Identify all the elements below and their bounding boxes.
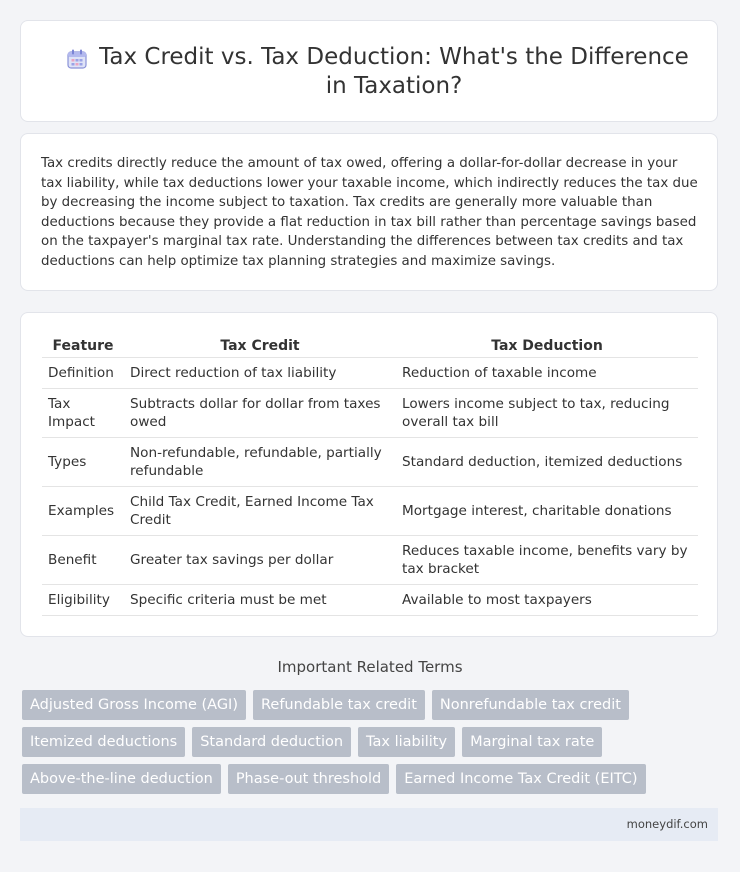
tag-row	[22, 764, 722, 794]
table-row	[42, 585, 698, 616]
tax-deduction-cell: Reduces taxable income, benefits vary by tax bracket	[396, 536, 698, 585]
footer-site-link[interactable]: moneydif.com	[626, 817, 708, 831]
table-row	[42, 536, 698, 585]
tag-agi[interactable]: Adjusted Gross Income (AGI)	[22, 690, 246, 720]
tax-deduction-cell: Standard deduction, itemized deductions	[396, 438, 698, 487]
tag-tax-liability[interactable]: Tax liability	[358, 727, 455, 757]
feature-cell: Definition	[42, 358, 124, 389]
table-row	[42, 358, 698, 389]
title-card	[20, 20, 718, 122]
tag-standard-deduction[interactable]: Standard deduction	[192, 727, 351, 757]
intro-paragraph: Tax credits directly reduce the amount of tax owed, offering a dollar-for-dollar decrease in your tax liability, while tax deductions lower your taxable income, which indirectly reduces the tax due by decreasing the income subject to taxation. Tax credits are generally more valuable than deductions because they provide a flat reduction in tax bill rather than percentage savings based on the taxpayer's marginal tax rate. Understanding the differences between tax credits and tax deductions can help optimize tax planning strategies and maximize savings.	[41, 156, 698, 269]
footer	[20, 808, 718, 841]
tax-credit-cell: Subtracts dollar for dollar from taxes owed	[124, 389, 396, 438]
table-row	[42, 389, 698, 438]
tag-row	[22, 690, 722, 720]
feature-cell: Benefit	[42, 536, 124, 585]
feature-cell: Types	[42, 438, 124, 487]
tax-credit-cell: Child Tax Credit, Earned Income Tax Credit	[124, 487, 396, 536]
feature-cell: Tax Impact	[42, 389, 124, 438]
tag-above-the-line-deduction[interactable]: Above-the-line deduction	[22, 764, 221, 794]
comparison-table	[42, 333, 698, 616]
tax-credit-cell: Specific criteria must be met	[124, 585, 396, 616]
table-row	[42, 487, 698, 536]
header-tax-credit: Tax Credit	[124, 333, 396, 358]
tag-itemized-deductions[interactable]: Itemized deductions	[22, 727, 185, 757]
tax-deduction-cell: Mortgage interest, charitable donations	[396, 487, 698, 536]
page-title: Tax Credit vs. Tax Deduction: What's the Difference in Taxation?	[99, 44, 689, 99]
header-feature: Feature	[42, 333, 124, 358]
table-header-row	[42, 333, 698, 358]
tag-marginal-tax-rate[interactable]: Marginal tax rate	[462, 727, 602, 757]
comparison-table-card	[20, 312, 718, 637]
tag-row	[22, 727, 722, 757]
tax-deduction-cell: Available to most taxpayers	[396, 585, 698, 616]
tag-phase-out-threshold[interactable]: Phase-out threshold	[228, 764, 389, 794]
related-terms-title: Important Related Terms	[277, 658, 463, 676]
related-terms-list	[22, 690, 722, 801]
tag-refundable-tax-credit[interactable]: Refundable tax credit	[253, 690, 425, 720]
tax-deduction-cell: Reduction of taxable income	[396, 358, 698, 389]
intro-card	[20, 133, 718, 291]
tax-credit-cell: Greater tax savings per dollar	[124, 536, 396, 585]
feature-cell: Eligibility	[42, 585, 124, 616]
tag-eitc[interactable]: Earned Income Tax Credit (EITC)	[396, 764, 645, 794]
tag-nonrefundable-tax-credit[interactable]: Nonrefundable tax credit	[432, 690, 629, 720]
header-tax-deduction: Tax Deduction	[396, 333, 698, 358]
tax-credit-cell: Non-refundable, refundable, partially refundable	[124, 438, 396, 487]
tax-credit-cell: Direct reduction of tax liability	[124, 358, 396, 389]
tax-deduction-cell: Lowers income subject to tax, reducing overall tax bill	[396, 389, 698, 438]
feature-cell: Examples	[42, 487, 124, 536]
table-row	[42, 438, 698, 487]
